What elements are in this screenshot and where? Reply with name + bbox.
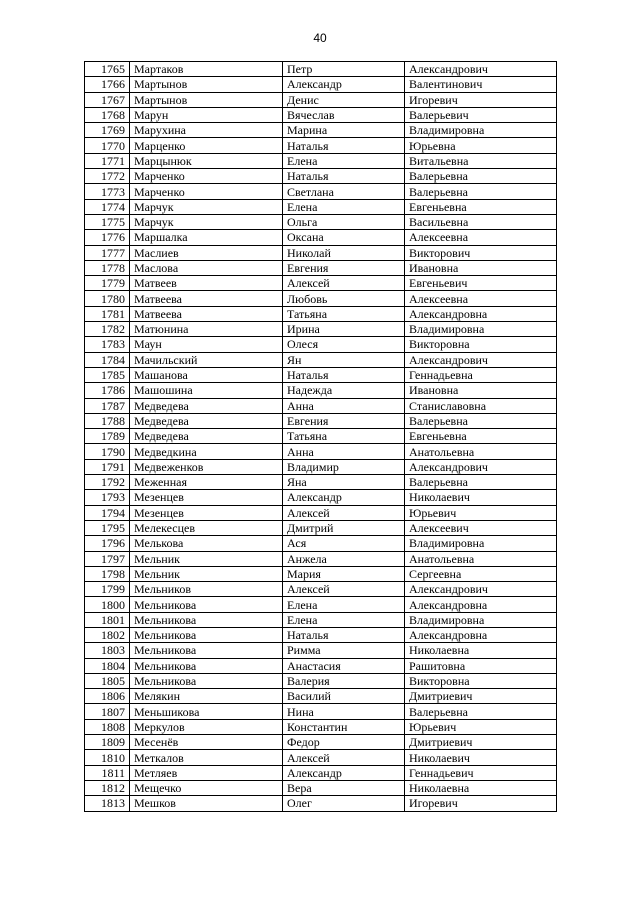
patronymic-cell: Викторовна [405, 673, 557, 688]
table-row [85, 551, 557, 566]
table-row [85, 597, 557, 612]
patronymic-cell: Евгеньевич [405, 276, 557, 291]
patronymic-cell: Николаевна [405, 780, 557, 795]
first-name-cell: Алексей [283, 750, 405, 765]
row-number-cell: 1794 [85, 505, 130, 520]
surname-cell: Маслиев [130, 245, 283, 260]
first-name-cell: Наталья [283, 367, 405, 382]
table-row [85, 413, 557, 428]
row-number-cell: 1775 [85, 214, 130, 229]
table-row [85, 123, 557, 138]
patronymic-cell: Дмитриевич [405, 689, 557, 704]
surname-cell: Месенёв [130, 735, 283, 750]
first-name-cell: Римма [283, 643, 405, 658]
patronymic-cell: Евгеньевна [405, 199, 557, 214]
first-name-cell: Владимир [283, 459, 405, 474]
row-number-cell: 1765 [85, 62, 130, 77]
row-number-cell: 1776 [85, 230, 130, 245]
patronymic-cell: Валерьевич [405, 107, 557, 122]
surname-cell: Мельникова [130, 643, 283, 658]
row-number-cell: 1793 [85, 490, 130, 505]
table-row [85, 398, 557, 413]
surname-cell: Мезенцев [130, 505, 283, 520]
patronymic-cell: Анатольевна [405, 551, 557, 566]
patronymic-cell: Александрович [405, 352, 557, 367]
row-number-cell: 1788 [85, 413, 130, 428]
first-name-cell: Наталья [283, 138, 405, 153]
row-number-cell: 1791 [85, 459, 130, 474]
row-number-cell: 1784 [85, 352, 130, 367]
patronymic-cell: Валерьевна [405, 413, 557, 428]
row-number-cell: 1799 [85, 582, 130, 597]
table-row [85, 735, 557, 750]
table-row [85, 214, 557, 229]
surname-cell: Мещечко [130, 780, 283, 795]
row-number-cell: 1795 [85, 520, 130, 535]
first-name-cell: Вячеслав [283, 107, 405, 122]
surname-cell: Мельникова [130, 673, 283, 688]
patronymic-cell: Анатольевна [405, 444, 557, 459]
row-number-cell: 1792 [85, 475, 130, 490]
surname-cell: Медведева [130, 398, 283, 413]
first-name-cell: Анна [283, 444, 405, 459]
patronymic-cell: Геннадьевич [405, 765, 557, 780]
table-row [85, 322, 557, 337]
patronymic-cell: Юрьевич [405, 719, 557, 734]
row-number-cell: 1796 [85, 536, 130, 551]
first-name-cell: Нина [283, 704, 405, 719]
surname-cell: Мартаков [130, 62, 283, 77]
first-name-cell: Анжела [283, 551, 405, 566]
first-name-cell: Светлана [283, 184, 405, 199]
table-row [85, 138, 557, 153]
surname-cell: Медведкина [130, 444, 283, 459]
surname-cell: Мельникова [130, 658, 283, 673]
first-name-cell: Дмитрий [283, 520, 405, 535]
patronymic-cell: Ивановна [405, 383, 557, 398]
patronymic-cell: Валерьевна [405, 704, 557, 719]
surname-cell: Машошина [130, 383, 283, 398]
table-row [85, 750, 557, 765]
patronymic-cell: Алексеевич [405, 520, 557, 535]
surname-cell: Медведева [130, 413, 283, 428]
patronymic-cell: Дмитриевич [405, 735, 557, 750]
row-number-cell: 1806 [85, 689, 130, 704]
surname-cell: Меженная [130, 475, 283, 490]
surname-cell: Марченко [130, 184, 283, 199]
row-number-cell: 1771 [85, 153, 130, 168]
table-row [85, 184, 557, 199]
surname-cell: Матвеев [130, 276, 283, 291]
surname-cell: Медвеженков [130, 459, 283, 474]
table-row [85, 337, 557, 352]
row-number-cell: 1787 [85, 398, 130, 413]
row-number-cell: 1778 [85, 260, 130, 275]
first-name-cell: Олег [283, 796, 405, 811]
first-name-cell: Елена [283, 199, 405, 214]
first-name-cell: Любовь [283, 291, 405, 306]
patronymic-cell: Александровна [405, 597, 557, 612]
surname-cell: Марун [130, 107, 283, 122]
surname-cell: Марухина [130, 123, 283, 138]
table-row [85, 627, 557, 642]
table-row [85, 245, 557, 260]
first-name-cell: Елена [283, 612, 405, 627]
patronymic-cell: Валерьевна [405, 169, 557, 184]
table-row [85, 490, 557, 505]
surname-cell: Меткалов [130, 750, 283, 765]
row-number-cell: 1770 [85, 138, 130, 153]
table-row [85, 505, 557, 520]
surname-cell: Мелекесцев [130, 520, 283, 535]
first-name-cell: Алексей [283, 276, 405, 291]
names-table-body [85, 62, 557, 812]
surname-cell: Машанова [130, 367, 283, 382]
surname-cell: Мельников [130, 582, 283, 597]
patronymic-cell: Николаевна [405, 643, 557, 658]
surname-cell: Мезенцев [130, 490, 283, 505]
patronymic-cell: Александрович [405, 582, 557, 597]
row-number-cell: 1785 [85, 367, 130, 382]
surname-cell: Марчук [130, 214, 283, 229]
patronymic-cell: Евгеньевна [405, 429, 557, 444]
patronymic-cell: Александровна [405, 627, 557, 642]
table-row [85, 62, 557, 77]
table-row [85, 719, 557, 734]
patronymic-cell: Игоревич [405, 92, 557, 107]
table-row [85, 276, 557, 291]
first-name-cell: Татьяна [283, 306, 405, 321]
surname-cell: Маслова [130, 260, 283, 275]
patronymic-cell: Васильевна [405, 214, 557, 229]
row-number-cell: 1812 [85, 780, 130, 795]
page-number: 40 [313, 31, 327, 45]
first-name-cell: Евгения [283, 413, 405, 428]
surname-cell: Матюнина [130, 322, 283, 337]
patronymic-cell: Владимировна [405, 123, 557, 138]
surname-cell: Мелькова [130, 536, 283, 551]
first-name-cell: Николай [283, 245, 405, 260]
surname-cell: Марценко [130, 138, 283, 153]
row-number-cell: 1810 [85, 750, 130, 765]
first-name-cell: Евгения [283, 260, 405, 275]
patronymic-cell: Юрьевич [405, 505, 557, 520]
row-number-cell: 1783 [85, 337, 130, 352]
first-name-cell: Александр [283, 77, 405, 92]
surname-cell: Маун [130, 337, 283, 352]
patronymic-cell: Геннадьевна [405, 367, 557, 382]
surname-cell: Маршалка [130, 230, 283, 245]
table-row [85, 536, 557, 551]
patronymic-cell: Алексеевна [405, 230, 557, 245]
surname-cell: Мелякин [130, 689, 283, 704]
table-row [85, 444, 557, 459]
row-number-cell: 1780 [85, 291, 130, 306]
table-row [85, 429, 557, 444]
first-name-cell: Наталья [283, 169, 405, 184]
table-row [85, 475, 557, 490]
patronymic-cell: Ивановна [405, 260, 557, 275]
table-row [85, 77, 557, 92]
row-number-cell: 1807 [85, 704, 130, 719]
first-name-cell: Яна [283, 475, 405, 490]
first-name-cell: Марина [283, 123, 405, 138]
first-name-cell: Василий [283, 689, 405, 704]
row-number-cell: 1782 [85, 322, 130, 337]
surname-cell: Марченко [130, 169, 283, 184]
first-name-cell: Мария [283, 566, 405, 581]
table-row [85, 230, 557, 245]
first-name-cell: Анастасия [283, 658, 405, 673]
surname-cell: Мельник [130, 566, 283, 581]
table-row [85, 520, 557, 535]
first-name-cell: Анна [283, 398, 405, 413]
patronymic-cell: Викторович [405, 245, 557, 260]
first-name-cell: Ольга [283, 214, 405, 229]
table-row [85, 566, 557, 581]
first-name-cell: Надежда [283, 383, 405, 398]
first-name-cell: Вера [283, 780, 405, 795]
table-row [85, 612, 557, 627]
table-row [85, 780, 557, 795]
patronymic-cell: Александрович [405, 459, 557, 474]
patronymic-cell: Алексеевна [405, 291, 557, 306]
surname-cell: Мартынов [130, 92, 283, 107]
surname-cell: Мешков [130, 796, 283, 811]
row-number-cell: 1804 [85, 658, 130, 673]
table-row [85, 643, 557, 658]
row-number-cell: 1809 [85, 735, 130, 750]
patronymic-cell: Станиславовна [405, 398, 557, 413]
row-number-cell: 1798 [85, 566, 130, 581]
row-number-cell: 1777 [85, 245, 130, 260]
table-row [85, 153, 557, 168]
patronymic-cell: Владимировна [405, 322, 557, 337]
table-row [85, 367, 557, 382]
patronymic-cell: Александрович [405, 62, 557, 77]
table-row [85, 796, 557, 811]
row-number-cell: 1801 [85, 612, 130, 627]
table-row [85, 765, 557, 780]
table-row [85, 260, 557, 275]
surname-cell: Марчук [130, 199, 283, 214]
row-number-cell: 1774 [85, 199, 130, 214]
table-row [85, 582, 557, 597]
table-row [85, 689, 557, 704]
table-row [85, 658, 557, 673]
table-row [85, 673, 557, 688]
first-name-cell: Александр [283, 490, 405, 505]
patronymic-cell: Владимировна [405, 536, 557, 551]
surname-cell: Марцынюк [130, 153, 283, 168]
table-row [85, 352, 557, 367]
surname-cell: Матвеева [130, 291, 283, 306]
patronymic-cell: Николаевич [405, 490, 557, 505]
surname-cell: Меньшикова [130, 704, 283, 719]
first-name-cell: Ирина [283, 322, 405, 337]
first-name-cell: Алексей [283, 505, 405, 520]
row-number-cell: 1805 [85, 673, 130, 688]
table-row [85, 199, 557, 214]
first-name-cell: Валерия [283, 673, 405, 688]
surname-cell: Метляев [130, 765, 283, 780]
first-name-cell: Александр [283, 765, 405, 780]
table-row [85, 383, 557, 398]
patronymic-cell: Игоревич [405, 796, 557, 811]
surname-cell: Матвеева [130, 306, 283, 321]
row-number-cell: 1803 [85, 643, 130, 658]
row-number-cell: 1768 [85, 107, 130, 122]
patronymic-cell: Викторовна [405, 337, 557, 352]
surname-cell: Мельникова [130, 627, 283, 642]
first-name-cell: Денис [283, 92, 405, 107]
table-row [85, 107, 557, 122]
first-name-cell: Константин [283, 719, 405, 734]
patronymic-cell: Сергеевна [405, 566, 557, 581]
patronymic-cell: Юрьевна [405, 138, 557, 153]
first-name-cell: Петр [283, 62, 405, 77]
surname-cell: Мельникова [130, 597, 283, 612]
row-number-cell: 1800 [85, 597, 130, 612]
patronymic-cell: Николаевич [405, 750, 557, 765]
first-name-cell: Оксана [283, 230, 405, 245]
surname-cell: Мачильский [130, 352, 283, 367]
first-name-cell: Ян [283, 352, 405, 367]
patronymic-cell: Александровна [405, 306, 557, 321]
first-name-cell: Елена [283, 153, 405, 168]
patronymic-cell: Валерьевна [405, 475, 557, 490]
surname-cell: Мельникова [130, 612, 283, 627]
patronymic-cell: Валерьевна [405, 184, 557, 199]
row-number-cell: 1781 [85, 306, 130, 321]
patronymic-cell: Витальевна [405, 153, 557, 168]
names-table [84, 61, 557, 812]
row-number-cell: 1797 [85, 551, 130, 566]
patronymic-cell: Владимировна [405, 612, 557, 627]
table-row [85, 459, 557, 474]
surname-cell: Мартынов [130, 77, 283, 92]
row-number-cell: 1789 [85, 429, 130, 444]
row-number-cell: 1790 [85, 444, 130, 459]
surname-cell: Мельник [130, 551, 283, 566]
row-number-cell: 1769 [85, 123, 130, 138]
row-number-cell: 1786 [85, 383, 130, 398]
row-number-cell: 1772 [85, 169, 130, 184]
table-row [85, 704, 557, 719]
first-name-cell: Наталья [283, 627, 405, 642]
table-row [85, 306, 557, 321]
row-number-cell: 1811 [85, 765, 130, 780]
first-name-cell: Елена [283, 597, 405, 612]
first-name-cell: Федор [283, 735, 405, 750]
patronymic-cell: Валентинович [405, 77, 557, 92]
surname-cell: Меркулов [130, 719, 283, 734]
table-row [85, 169, 557, 184]
first-name-cell: Алексей [283, 582, 405, 597]
patronymic-cell: Рашитовна [405, 658, 557, 673]
first-name-cell: Олеся [283, 337, 405, 352]
row-number-cell: 1802 [85, 627, 130, 642]
first-name-cell: Татьяна [283, 429, 405, 444]
surname-cell: Медведева [130, 429, 283, 444]
table-row [85, 291, 557, 306]
row-number-cell: 1779 [85, 276, 130, 291]
row-number-cell: 1808 [85, 719, 130, 734]
table-row [85, 92, 557, 107]
row-number-cell: 1766 [85, 77, 130, 92]
row-number-cell: 1767 [85, 92, 130, 107]
row-number-cell: 1813 [85, 796, 130, 811]
first-name-cell: Ася [283, 536, 405, 551]
row-number-cell: 1773 [85, 184, 130, 199]
